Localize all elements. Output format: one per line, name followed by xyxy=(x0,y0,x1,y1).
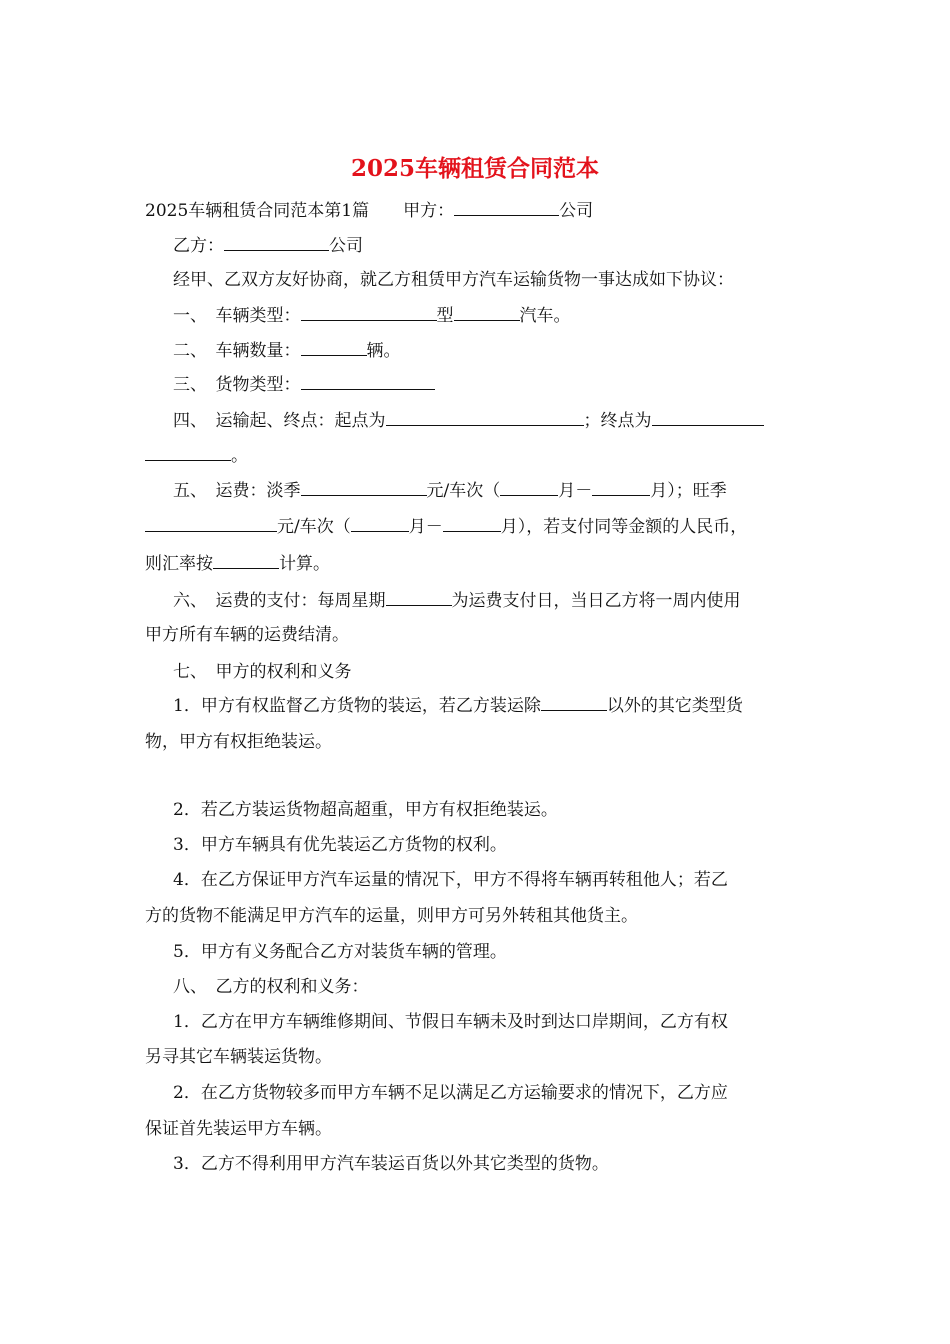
paragraph-line xyxy=(173,303,571,328)
blank-field xyxy=(301,372,435,390)
paragraph-line: 1．乙方在甲方车辆维修期间、节假日车辆未及时到达口岸期间，乙方有权 xyxy=(173,1012,728,1032)
paragraph-line: 3．甲方车辆具有优先装运乙方货物的权利。 xyxy=(173,835,507,855)
paragraph-line: 甲方所有车辆的运费结清。 xyxy=(145,625,349,645)
paragraph-line: 方的货物不能满足甲方汽车的运量，则甲方可另外转租其他货主。 xyxy=(145,906,638,926)
line-text: 月），若支付同等金额的人民币， xyxy=(500,517,748,537)
line-text: 为运费支付日，当日乙方将一周内使用 xyxy=(451,591,741,611)
line-text: 1．甲方有权监督乙方货物的装运，若乙方装运除 xyxy=(173,696,541,716)
section-heading: 八、 乙方的权利和义务： xyxy=(173,977,369,997)
blank-field xyxy=(224,233,329,251)
document-title: 2025车辆租赁合同范本 xyxy=(350,155,599,182)
blank-field xyxy=(213,551,279,569)
blank-field xyxy=(592,478,650,496)
paragraph-line xyxy=(145,551,330,576)
line-text: 公司 xyxy=(559,201,594,221)
blank-field xyxy=(443,514,501,532)
blank-field xyxy=(301,338,367,356)
line-text: 月－ xyxy=(558,481,593,501)
line-text: 五、 运费：淡季 xyxy=(173,481,301,501)
paragraph-line xyxy=(145,443,248,468)
line-text: 元/车次（ xyxy=(426,481,501,501)
line-text: 以外的其它类型货 xyxy=(606,696,743,716)
blank-field xyxy=(541,693,607,711)
line-text: 月）；旺季 xyxy=(650,481,727,501)
paragraph-line xyxy=(173,338,401,363)
line-text: 汽车。 xyxy=(519,306,571,326)
paragraph-line xyxy=(173,408,764,433)
paragraph-line: 2．在乙方货物较多而甲方车辆不足以满足乙方运输要求的情况下，乙方应 xyxy=(173,1083,728,1103)
line-text: 型 xyxy=(436,306,454,326)
paragraph-line xyxy=(173,233,363,258)
paragraph-line xyxy=(173,588,741,613)
line-text: 四、 运输起、终点：起点为 xyxy=(173,411,386,431)
line-text: 公司 xyxy=(329,236,363,256)
blank-field xyxy=(145,514,277,532)
line-text: 辆。 xyxy=(366,341,401,361)
paragraph-line xyxy=(145,198,593,223)
paragraph-line: 4．在乙方保证甲方汽车运量的情况下，甲方不得将车辆再转租他人；若乙 xyxy=(173,870,728,890)
line-text: 计算。 xyxy=(279,554,330,574)
paragraph-line: 保证首先装运甲方车辆。 xyxy=(145,1119,332,1139)
paragraph-line xyxy=(173,693,743,718)
blank-field xyxy=(652,408,764,426)
section-heading: 七、 甲方的权利和义务 xyxy=(173,662,352,682)
line-text: 三、 货物类型： xyxy=(173,375,301,395)
paragraph-line: 经甲、乙双方友好协商，就乙方租赁甲方汽车运输货物一事达成如下协议： xyxy=(173,270,734,290)
line-text: 月－ xyxy=(408,517,443,537)
line-text: 二、 车辆数量： xyxy=(173,341,301,361)
paragraph-line xyxy=(145,514,747,539)
paragraph-line: 物，甲方有权拒绝装运。 xyxy=(145,732,332,752)
paragraph-line xyxy=(173,372,435,397)
blank-field xyxy=(500,478,558,496)
blank-field xyxy=(386,588,452,606)
blank-field xyxy=(301,303,437,321)
blank-field xyxy=(454,303,520,321)
line-text: 元/车次（ xyxy=(277,517,351,537)
paragraph-line: 2．若乙方装运货物超高超重，甲方有权拒绝装运。 xyxy=(173,800,558,820)
line-text: 一、 车辆类型： xyxy=(173,306,301,326)
line-text: 六、 运费的支付：每周星期 xyxy=(173,591,386,611)
line-text: 。 xyxy=(231,446,248,466)
paragraph-line: 5．甲方有义务配合乙方对装货车辆的管理。 xyxy=(173,942,507,962)
blank-field xyxy=(145,443,231,461)
line-text: 则汇率按 xyxy=(145,554,213,574)
blank-field xyxy=(351,514,409,532)
blank-field xyxy=(454,198,559,216)
blank-field xyxy=(301,478,427,496)
line-text: ；终点为 xyxy=(583,411,652,431)
paragraph-line: 另寻其它车辆装运货物。 xyxy=(145,1047,332,1067)
paragraph-line: 3．乙方不得利用甲方汽车装运百货以外其它类型的货物。 xyxy=(173,1154,609,1174)
line-text: 乙方： xyxy=(173,236,224,256)
line-text: 2025车辆租赁合同范本第1篇 甲方： xyxy=(145,201,455,221)
paragraph-line xyxy=(173,478,727,503)
blank-field xyxy=(386,408,584,426)
